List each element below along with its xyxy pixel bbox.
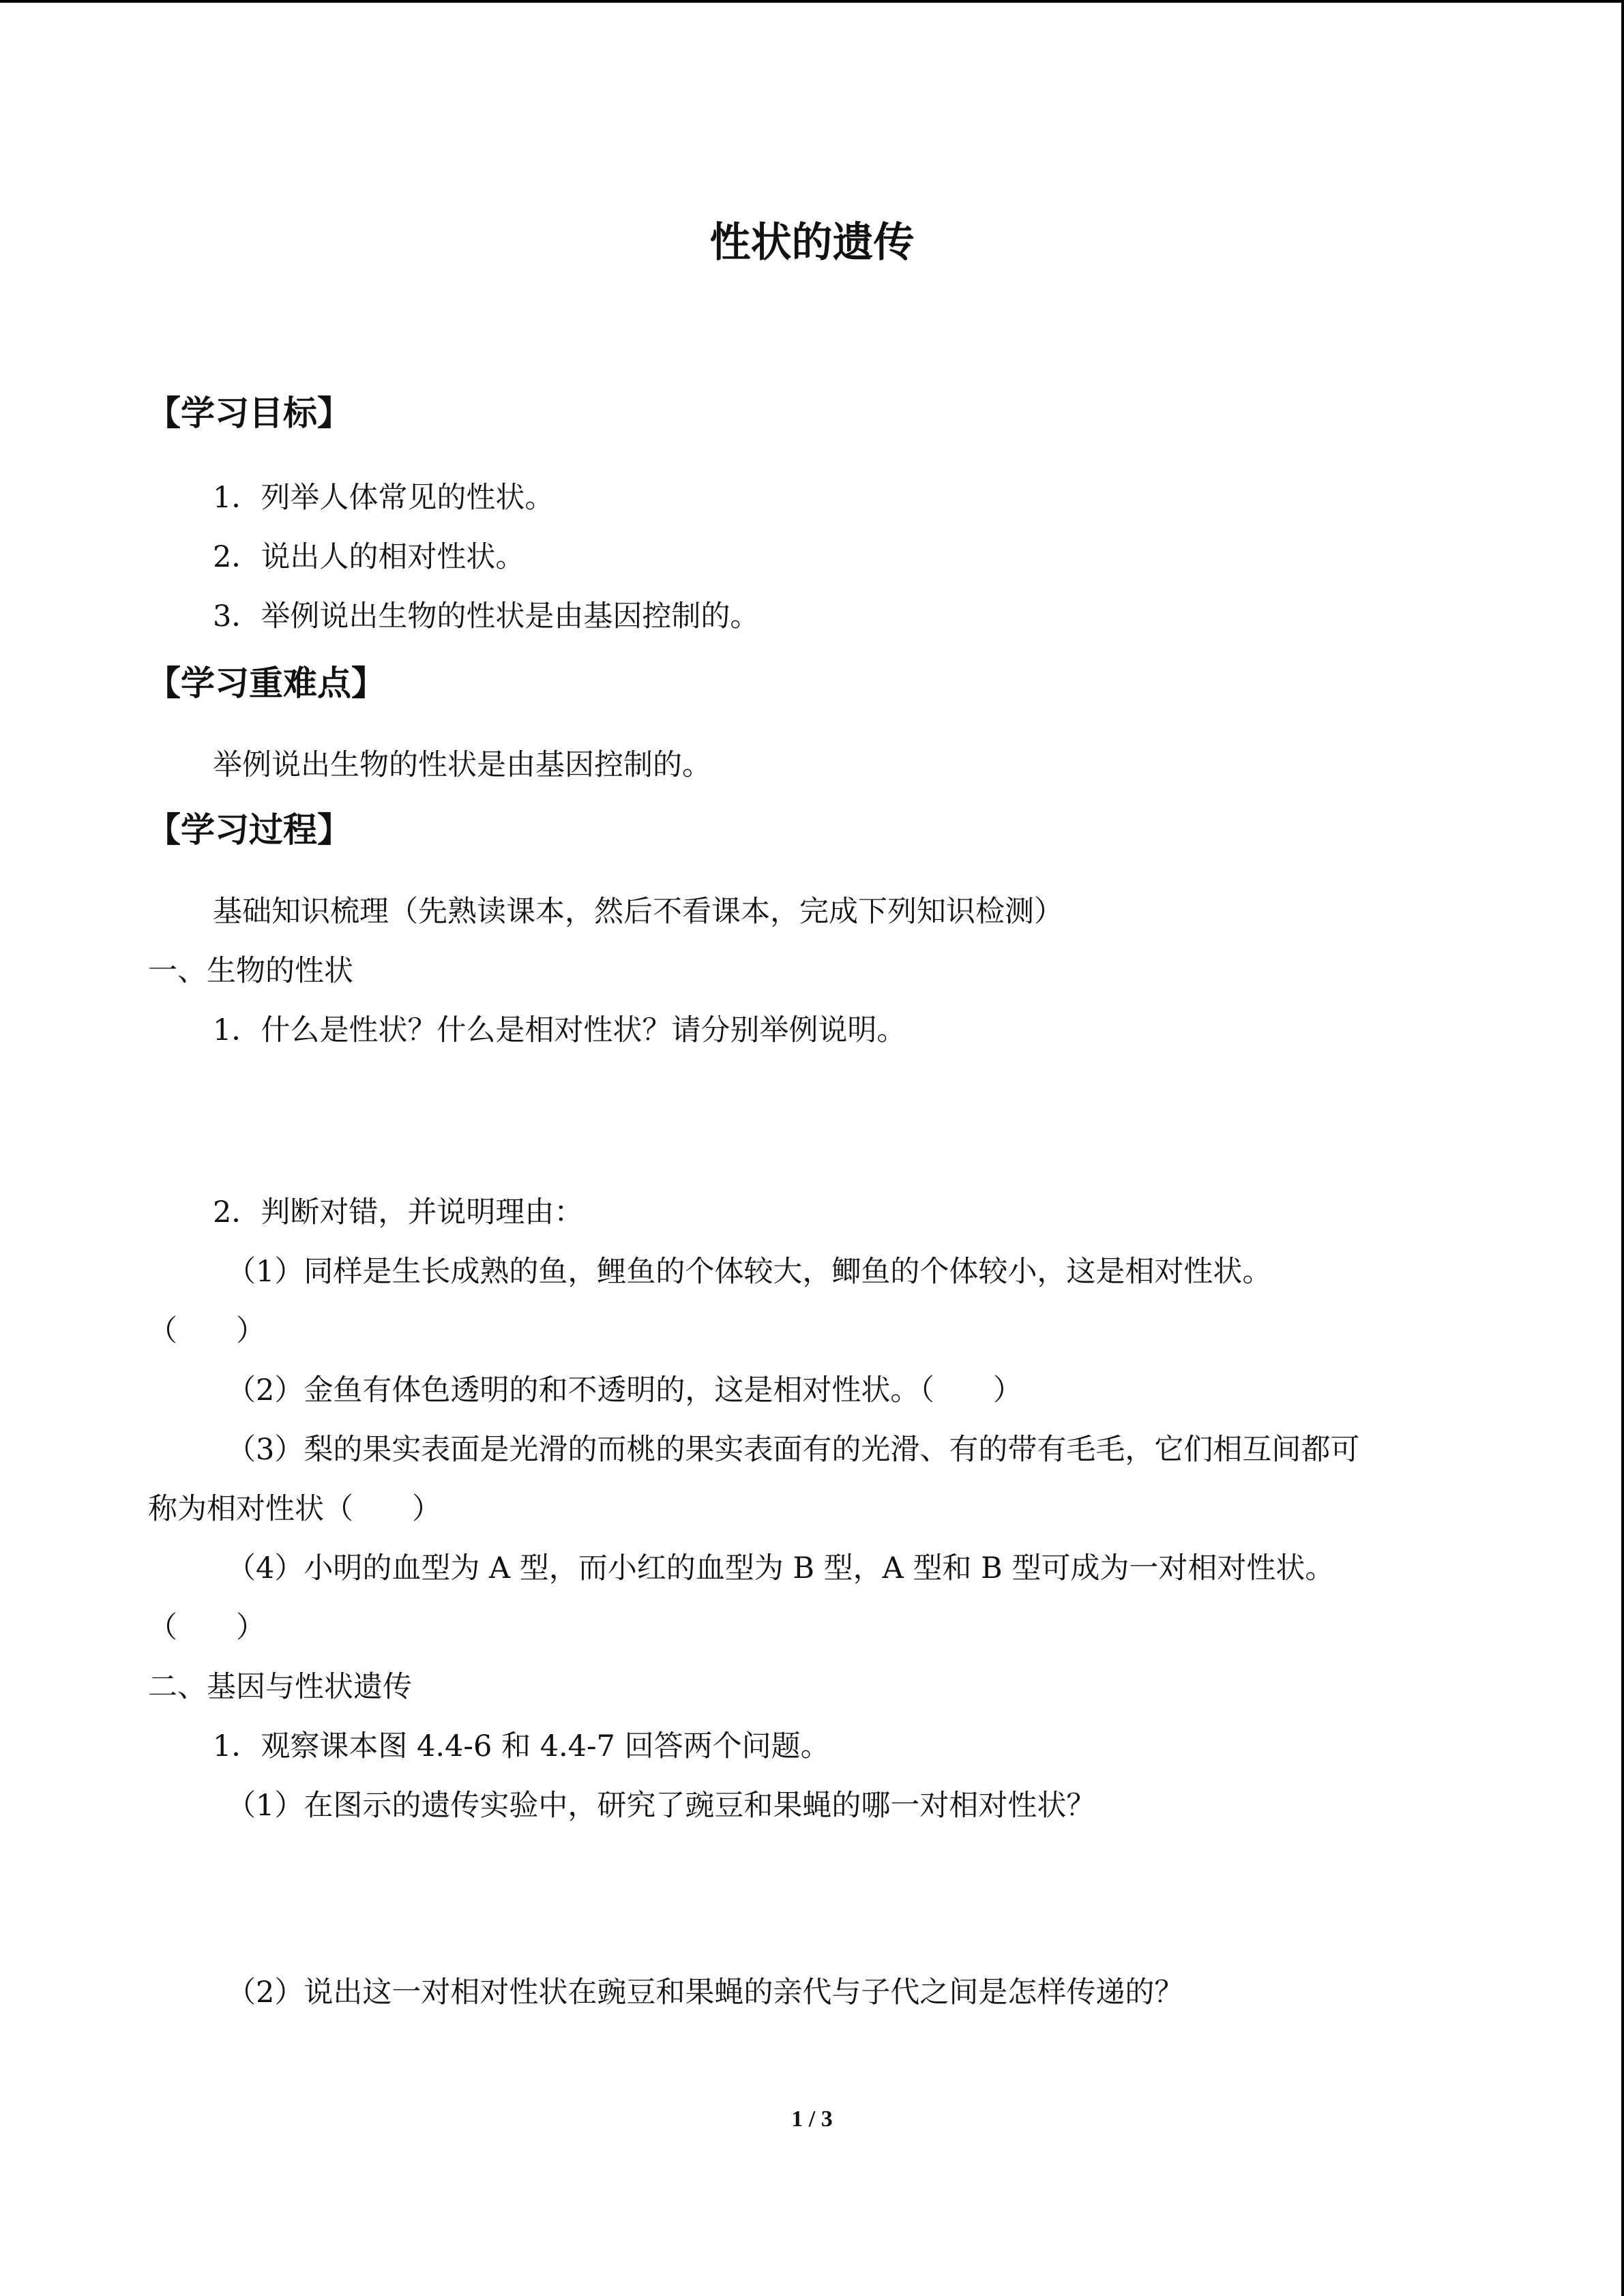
objectives-heading: 【学习目标】: [147, 393, 351, 433]
process-heading: 【学习过程】: [147, 810, 351, 850]
part1-question-2-1: （1）同样是生长成熟的鱼，鲤鱼的个体较大，鲫鱼的个体较小，这是相对性状。: [226, 1255, 1272, 1289]
page-number: 1 / 3: [791, 2106, 833, 2132]
objective-item-1: 1．列举人体常见的性状。: [213, 481, 555, 515]
part1-heading: 一、生物的性状: [148, 954, 353, 988]
part1-question-2-2: （2）金鱼有体色透明的和不透明的，这是相对性状。（ ）: [226, 1373, 1022, 1407]
part2-heading: 二、基因与性状遗传: [148, 1670, 412, 1704]
part1-question-2: 2．判断对错，并说明理由：: [213, 1195, 584, 1229]
part1-question-2-1-answer: （ ）: [148, 1314, 265, 1348]
objective-item-3: 3．举例说出生物的性状是由基因控制的。: [213, 599, 760, 633]
part1-question-2-4-answer: （ ）: [148, 1611, 265, 1645]
part1-question-2-3-cont: 称为相对性状（ ）: [148, 1492, 441, 1526]
part1-question-2-4: （4）小明的血型为 A 型，而小红的血型为 B 型，A 型和 B 型可成为一对相对性状。: [226, 1551, 1335, 1585]
page-title: 性状的遗传: [709, 219, 915, 267]
part2-question-1-1: （1）在图示的遗传实验中，研究了豌豆和果蝇的哪一对相对性状？: [226, 1789, 1096, 1823]
key-points-text: 举例说出生物的性状是由基因控制的。: [213, 748, 711, 782]
part2-question-1-2: （2）说出这一对相对性状在豌豆和果蝇的亲代与子代之间是怎样传递的？: [226, 1976, 1184, 2010]
part1-question-2-3: （3）梨的果实表面是光滑的而桃的果实表面有的光滑、有的带有毛毛，它们相互间都可: [226, 1433, 1360, 1467]
process-intro: 基础知识梳理（先熟读课本，然后不看课本，完成下列知识检测）: [213, 895, 1063, 929]
objective-item-2: 2．说出人的相对性状。: [213, 540, 525, 574]
part2-question-1: 1．观察课本图 4.4-6 和 4.4-7 回答两个问题。: [213, 1729, 830, 1763]
part1-question-1: 1．什么是性状？什么是相对性状？请分别举例说明。: [213, 1013, 906, 1047]
key-points-heading: 【学习重难点】: [147, 664, 385, 703]
